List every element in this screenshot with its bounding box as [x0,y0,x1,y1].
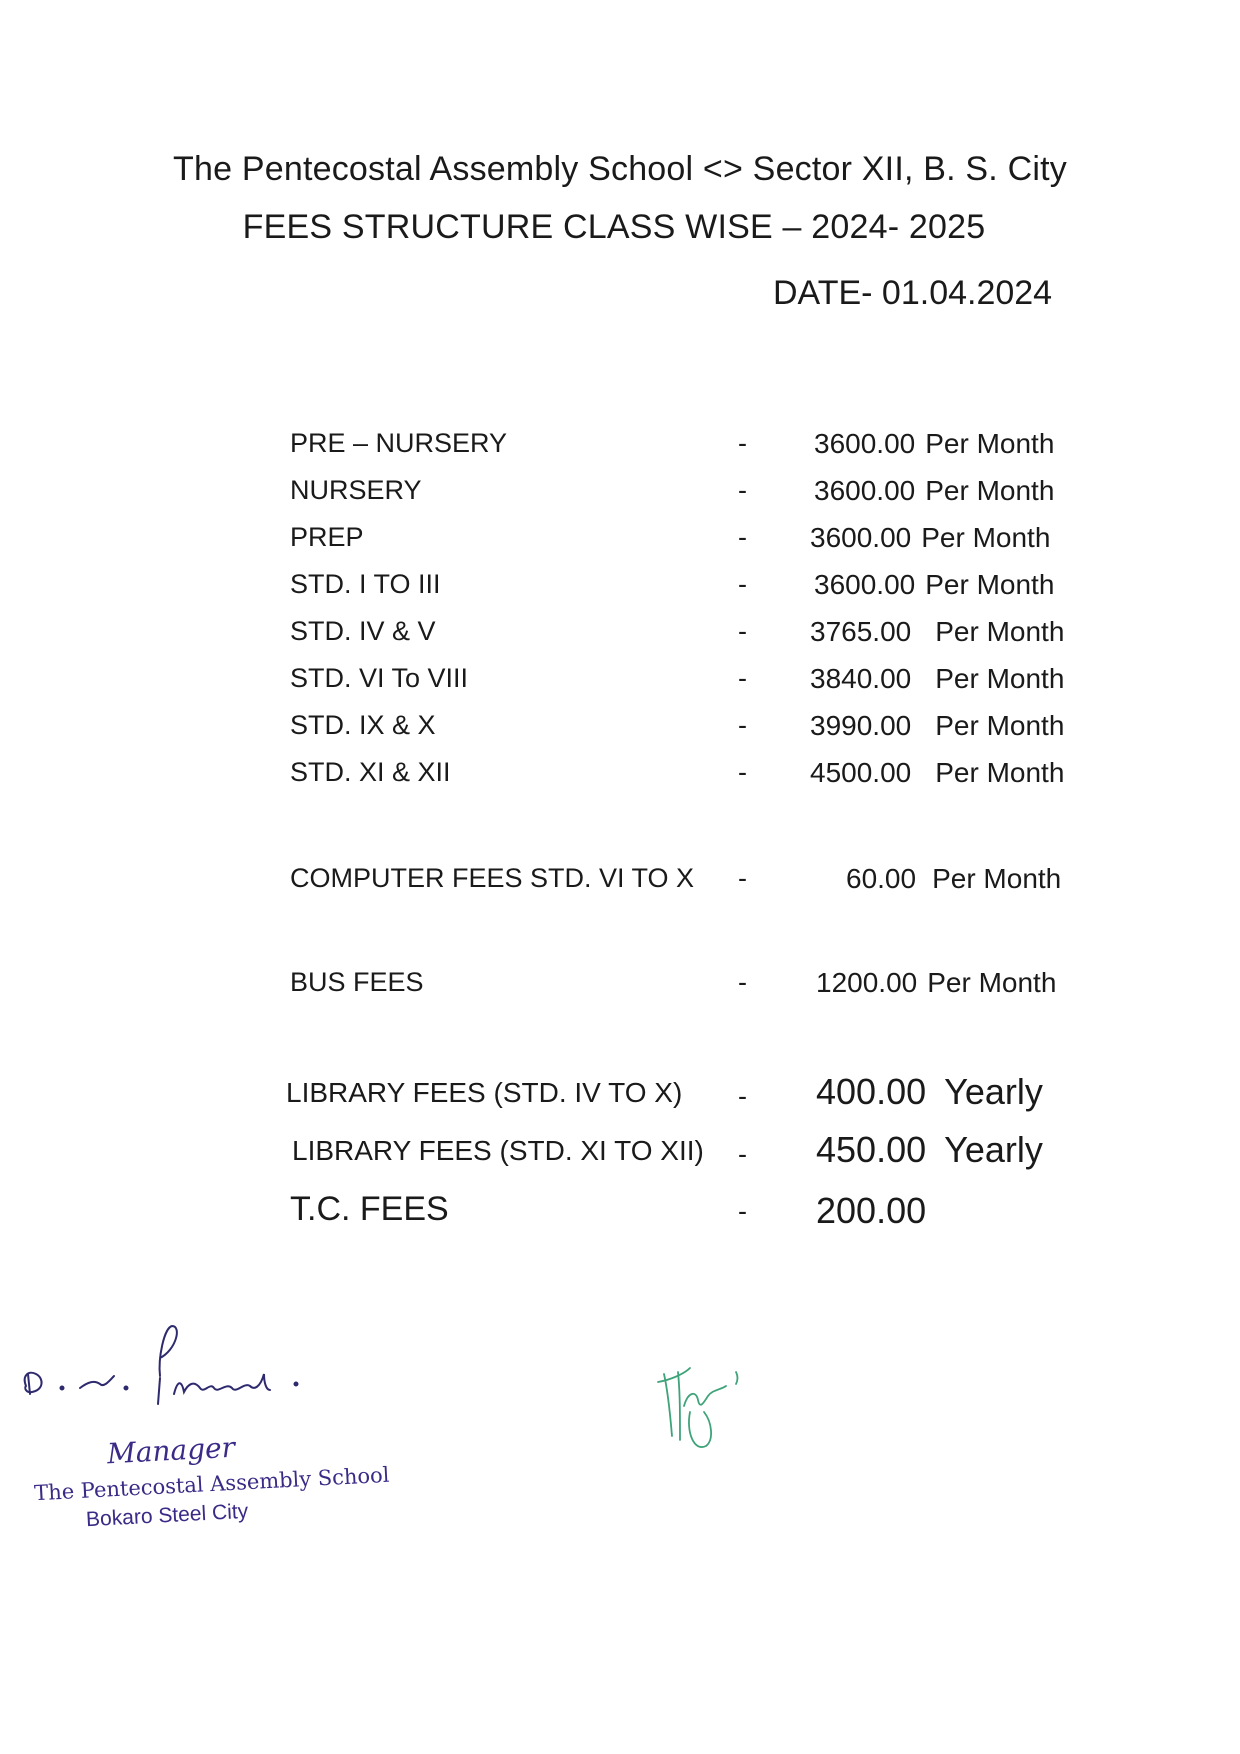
fee-label: STD. IX & X [290,710,436,740]
library-fee-amount-group [816,1129,1043,1171]
library-fee-dash: - [738,1139,747,1169]
fee-dash: - [738,710,747,740]
fee-amount-group [814,475,1054,507]
stamp-school-name: The Pentecostal Assembly School [33,1462,390,1506]
document-date: DATE- 01.04.2024 [773,274,1053,312]
fee-unit: Per Month [925,428,1055,459]
fee-row [0,569,1240,609]
fee-amount-group [810,757,1064,789]
fee-row [0,522,1240,562]
fee-amount-group [810,710,1064,742]
computer-fee-unit: Per Month [932,863,1062,894]
fee-dash: - [738,757,747,787]
fee-dash: - [738,616,747,646]
fee-row [0,475,1240,515]
computer-fee-label: COMPUTER FEES STD. VI TO X [290,863,695,893]
manager-signature [14,1318,304,1418]
library-fee-label: LIBRARY FEES (STD. XI TO XII) [292,1135,704,1166]
fee-amount-group [810,663,1064,695]
fee-amount-group [810,522,1050,554]
tc-fee-label: T.C. FEES [290,1190,449,1228]
fee-label: STD. IV & V [290,616,436,646]
bus-fee-dash: - [738,967,747,997]
tc-fee-row [0,1190,1240,1230]
library-fee-row [0,1129,1240,1175]
fee-label: PREP [290,522,364,552]
bus-fee-amount-group [816,967,1056,999]
fee-row [0,710,1240,750]
fee-row [0,616,1240,656]
fee-unit: Per Month [935,710,1065,741]
bus-fee-row [0,967,1240,1007]
bus-fee-label: BUS FEES [290,967,424,997]
fee-unit: Per Month [925,569,1055,600]
fee-unit: Per Month [935,757,1065,788]
stamp-city: Bokaro Steel City [85,1499,249,1532]
fee-dash: - [738,522,747,552]
library-fee-amount: 450.00 [816,1129,927,1170]
fee-unit: Per Month [921,522,1051,553]
fee-amount: 3600.00 [810,522,912,553]
fee-amount: 3600.00 [814,428,916,459]
bus-fee-unit: Per Month [927,967,1057,998]
fee-dash: - [738,569,747,599]
fee-amount: 4500.00 [810,757,912,788]
fee-row [0,428,1240,468]
computer-fee-row [0,863,1240,903]
fee-amount: 3600.00 [814,475,916,506]
school-title: The Pentecostal Assembly School <> Sector XII, B. S. City [173,150,1067,188]
computer-fee-dash: - [738,863,747,893]
fee-unit: Per Month [925,475,1055,506]
fee-row [0,757,1240,797]
fee-dash: - [738,428,747,458]
bus-fee-amount: 1200.00 [816,967,918,998]
computer-fee-amount-group [846,863,1061,895]
library-fee-unit: Yearly [944,1129,1043,1170]
library-fee-amount: 400.00 [816,1071,927,1112]
fee-amount-group [810,616,1064,648]
library-fee-row [0,1071,1240,1117]
fee-unit: Per Month [935,616,1065,647]
computer-fee-amount: 60.00 [846,863,917,894]
fee-label: STD. I TO III [290,569,441,599]
tc-fee-dash: - [738,1196,747,1226]
fee-dash: - [738,475,747,505]
fee-amount: 3765.00 [810,616,912,647]
fee-row [0,663,1240,703]
fee-amount-group [814,428,1054,460]
library-fee-unit: Yearly [944,1071,1043,1112]
fee-amount: 3600.00 [814,569,916,600]
green-initials-signature [650,1352,760,1462]
library-fee-dash: - [738,1081,747,1111]
fee-amount: 3990.00 [810,710,912,741]
fee-label: NURSERY [290,475,422,505]
fee-label: PRE – NURSERY [290,428,508,458]
tc-fee-amount: 200.00 [816,1190,927,1231]
fee-amount: 3840.00 [810,663,912,694]
fee-dash: - [738,663,747,693]
fee-amount-group [814,569,1054,601]
stamp-role: Manager [106,1430,236,1471]
fee-unit: Per Month [935,663,1065,694]
fee-label: STD. XI & XII [290,757,451,787]
fee-structure-heading: FEES STRUCTURE CLASS WISE – 2024- 2025 [242,208,986,246]
library-fee-amount-group [816,1071,1043,1113]
library-fee-label: LIBRARY FEES (STD. IV TO X) [286,1077,683,1108]
fee-label: STD. VI To VIII [290,663,469,693]
